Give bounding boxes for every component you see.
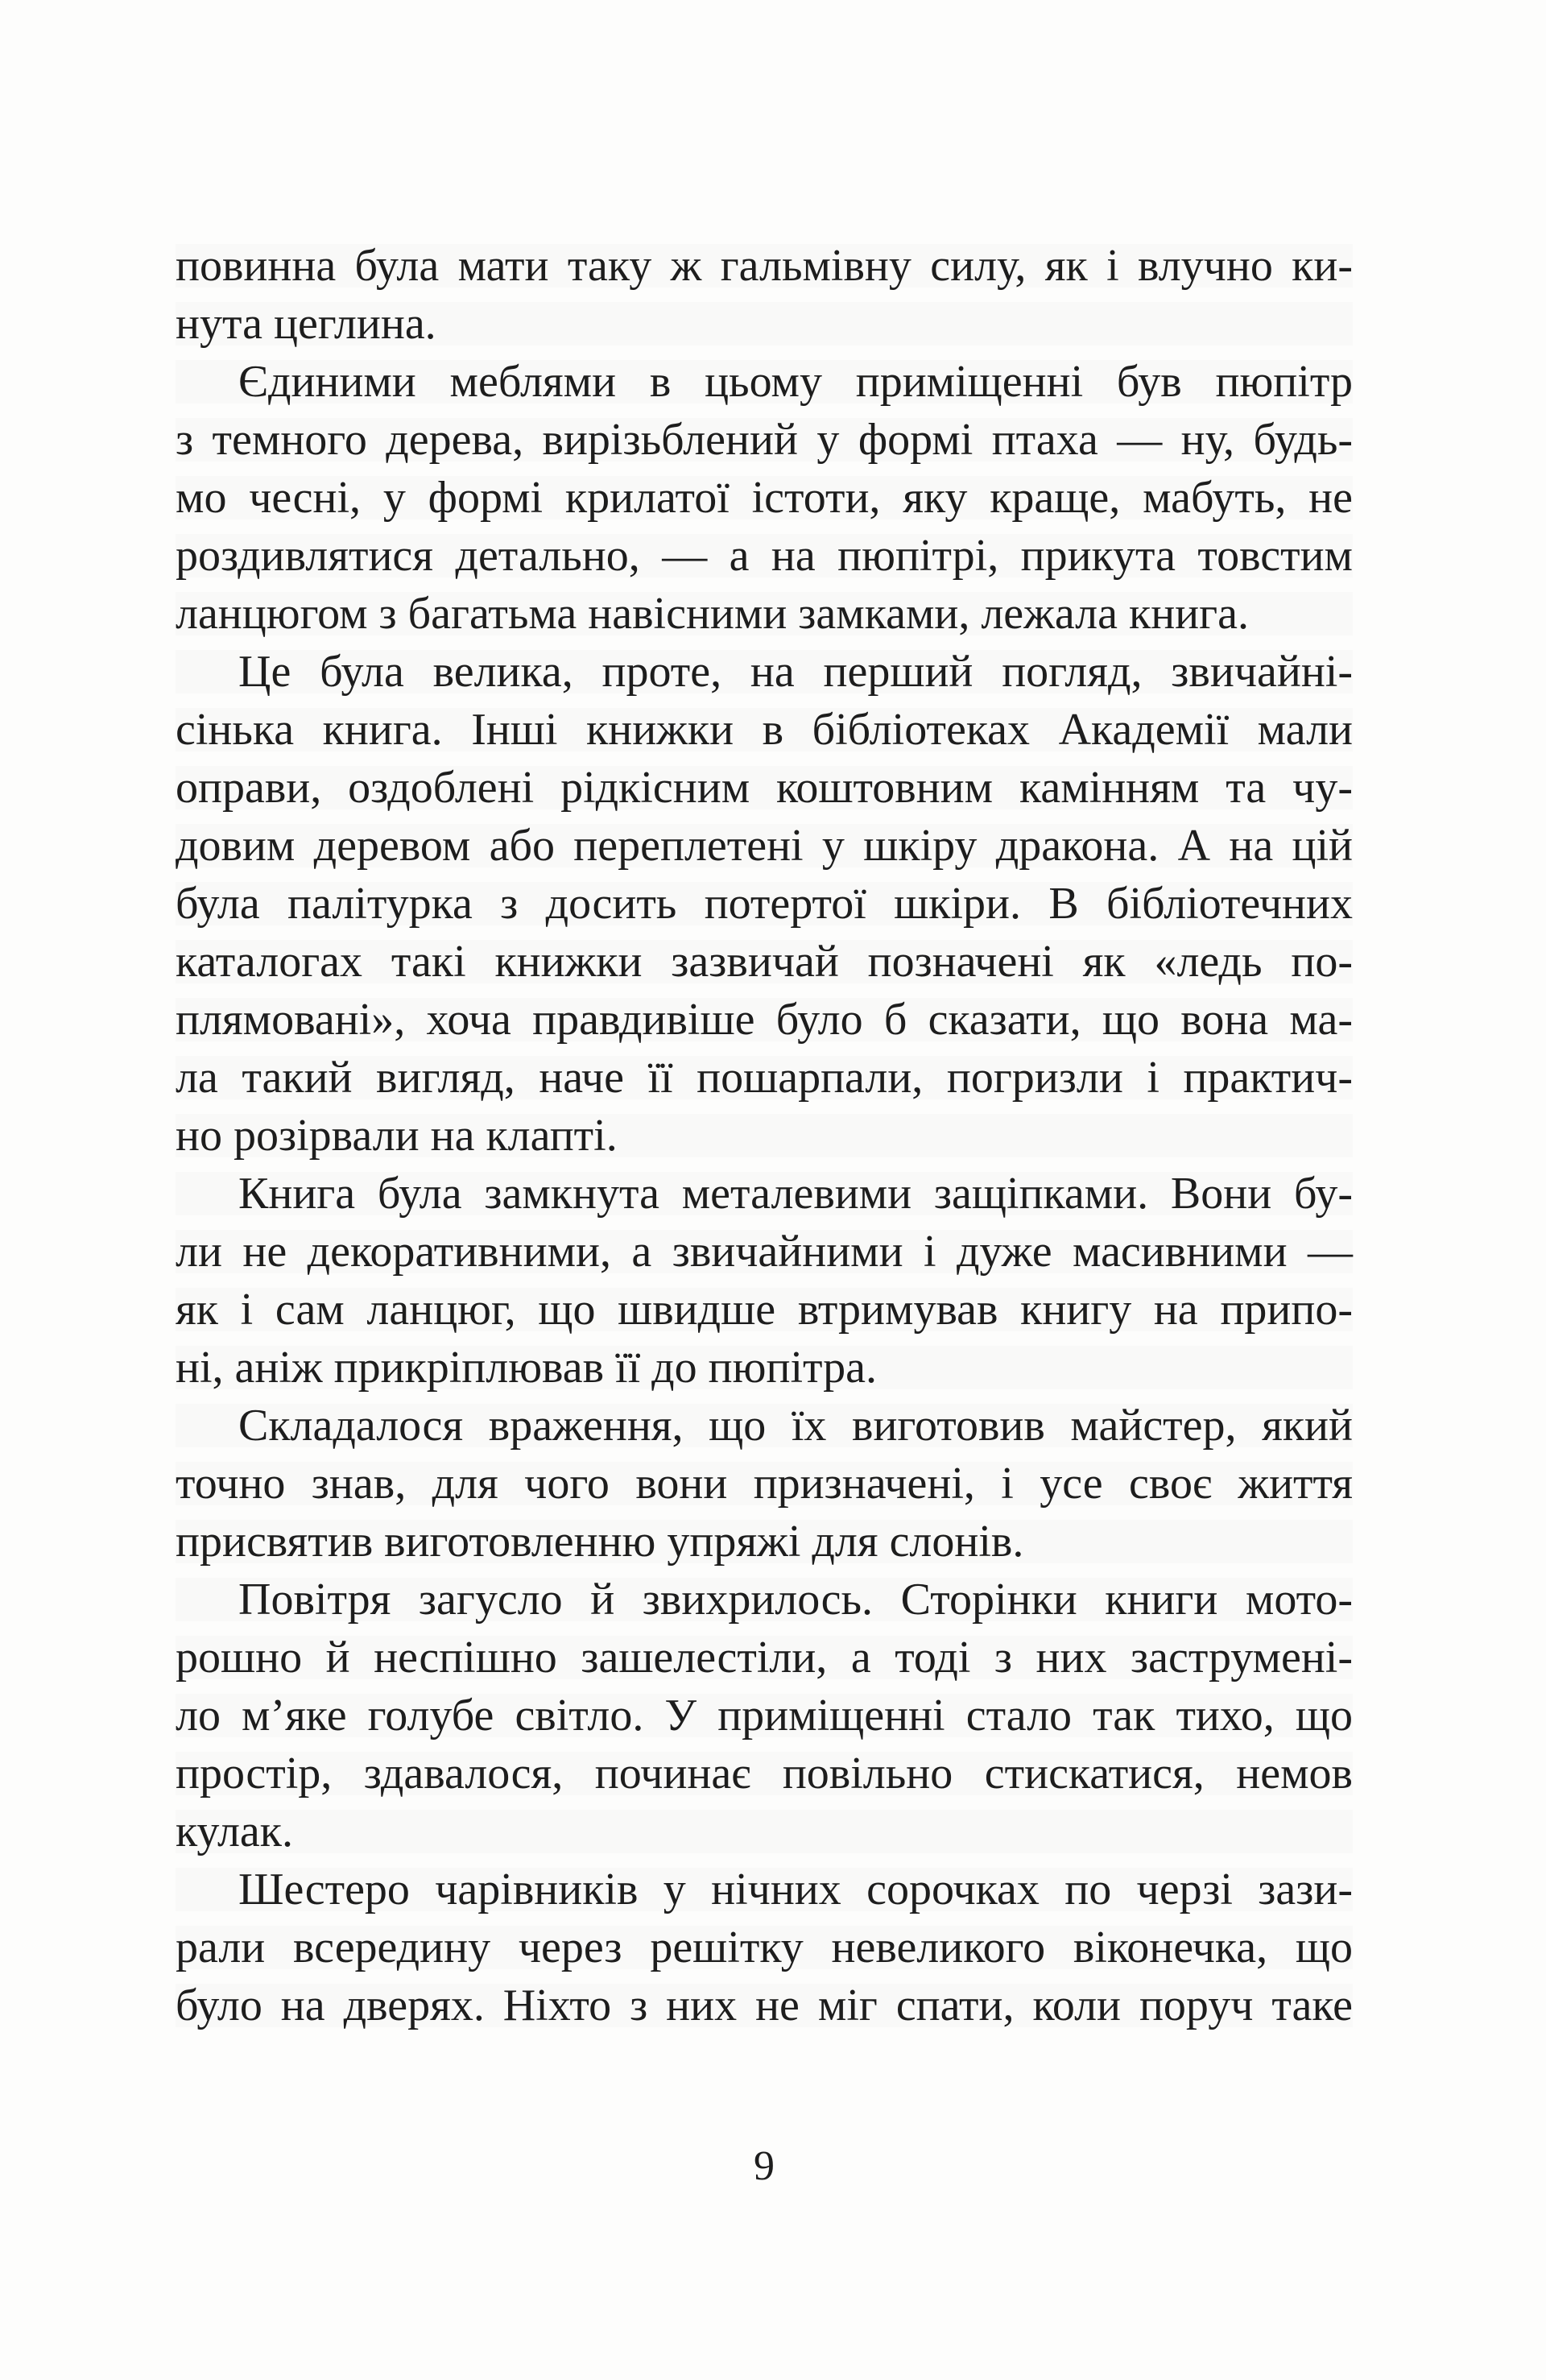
text-line: рали всередину через решітку невеликого віконечка, що	[176, 1918, 1353, 1976]
text-line: каталогах такі книжки зазвичай позначені як «ледь по-	[176, 933, 1353, 991]
text-line: точно знав, для чого вони призначені, і усе своє життя	[176, 1455, 1353, 1513]
text-block	[176, 237, 1353, 2034]
text-line: Книга була замкнута металевими защіпками. Вони бу-	[176, 1165, 1353, 1223]
page-number: 9	[754, 2143, 775, 2189]
text-line: Шестеро чарівників у нічних сорочках по черзі зази-	[176, 1861, 1353, 1918]
paragraph	[176, 1861, 1353, 2034]
text-line: ланцюгом з багатьма навісними замками, лежала книга.	[176, 585, 1353, 643]
paragraph	[176, 237, 1353, 353]
text-line: нута цеглина.	[176, 295, 1353, 353]
text-line: ла такий вигляд, наче її пошарпали, погризли і практич-	[176, 1049, 1353, 1107]
text-line: ли не декоративними, а звичайними і дуже масивними —	[176, 1223, 1353, 1281]
text-line: роздивлятися детально, — а на пюпітрі, прикута товстим	[176, 527, 1353, 585]
text-line: Складалося враження, що їх виготовив майстер, який	[176, 1397, 1353, 1455]
paragraph	[176, 353, 1353, 643]
text-line: мо чесні, у формі крилатої істоти, яку краще, мабуть, не	[176, 469, 1353, 527]
text-line: Єдиними меблями в цьому приміщенні був пюпітр	[176, 353, 1353, 411]
text-line: було на дверях. Ніхто з них не міг спати, коли поруч таке	[176, 1976, 1353, 2034]
text-line: но розірвали на клапті.	[176, 1107, 1353, 1165]
text-line: з темного дерева, вирізьблений у формі птаха — ну, будь-	[176, 411, 1353, 469]
text-line: Повітря загусло й звихрилось. Сторінки книги мото-	[176, 1571, 1353, 1629]
text-line: Це була велика, проте, на перший погляд, звичайні-	[176, 643, 1353, 701]
text-line: довим деревом або переплетені у шкіру дракона. А на цій	[176, 817, 1353, 875]
text-line: як і сам ланцюг, що швидше втримував книгу на припо-	[176, 1281, 1353, 1339]
text-line: ні, аніж прикріплював її до пюпітра.	[176, 1339, 1353, 1397]
text-line: оправи, оздоблені рідкісним коштовним камінням та чу-	[176, 759, 1353, 817]
text-line: сінька книга. Інші книжки в бібліотеках Академії мали	[176, 701, 1353, 759]
paragraph	[176, 643, 1353, 1165]
paragraph	[176, 1165, 1353, 1397]
text-line: ло м’яке голубе світло. У приміщенні стало так тихо, що	[176, 1687, 1353, 1745]
text-line: плямовані», хоча правдивіше було б сказати, що вона ма-	[176, 991, 1353, 1049]
paragraph	[176, 1397, 1353, 1571]
text-line: простір, здавалося, починає повільно стискатися, немов	[176, 1745, 1353, 1803]
text-line: рошно й неспішно зашелестіли, а тоді з них заструмені-	[176, 1629, 1353, 1687]
text-line: повинна була мати таку ж гальмівну силу, як і влучно ки-	[176, 237, 1353, 295]
text-line: кулак.	[176, 1803, 1353, 1861]
text-line: присвятив виготовленню упряжі для слонів.	[176, 1513, 1353, 1571]
paragraph	[176, 1571, 1353, 1861]
text-line: була палітурка з досить потертої шкіри. В бібліотечних	[176, 875, 1353, 933]
